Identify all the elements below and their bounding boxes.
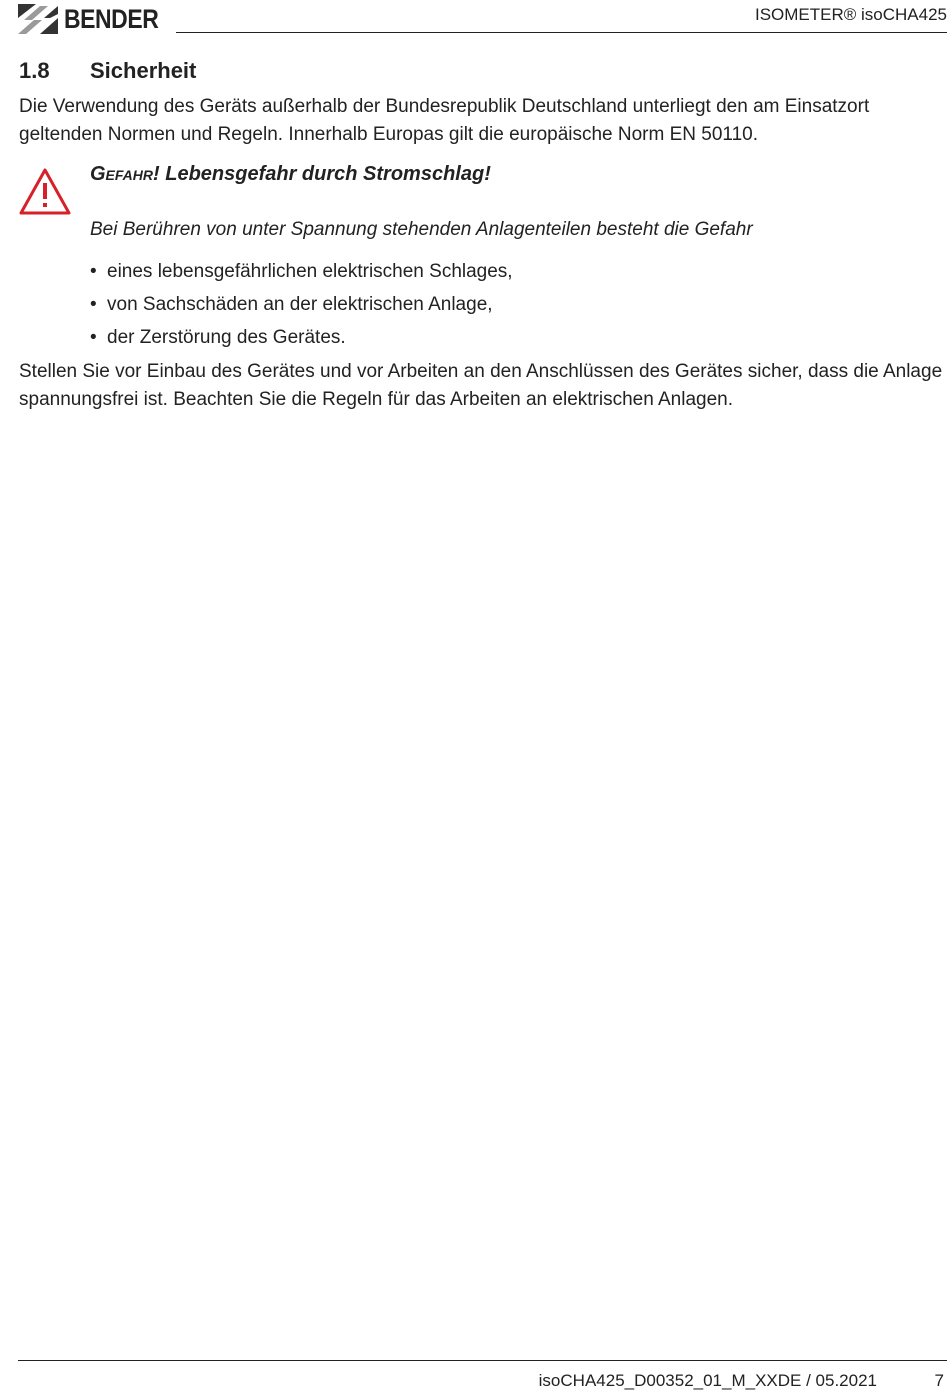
footer-document-id: isoCHA425_D00352_01_M_XXDE / 05.2021 <box>538 1371 877 1390</box>
section-title: Sicherheit <box>90 58 197 83</box>
intro-paragraph: Die Verwendung des Geräts außerhalb der Bundesrepublik Deutschland unterliegt den am Einsatzort geltenden Normen und Regeln. Innerhalb Europas gilt die europäische Norm EN 50110. <box>19 96 870 145</box>
header-divider <box>176 32 947 33</box>
list-item: • von Sachschäden an der elektrischen Anlage, <box>90 294 493 315</box>
bender-logo-icon <box>18 4 58 34</box>
warning-text: Bei Berühren von unter Spannung stehenden Anlagenteilen besteht die Gefahr <box>90 219 753 240</box>
document-title: ISOMETER® isoCHA425 <box>754 5 947 24</box>
warning-heading: ! Lebensgefahr durch Stromschlag! <box>153 163 491 185</box>
page-number: 7 <box>934 1371 944 1390</box>
section-heading <box>19 58 196 84</box>
list-item-text: eines lebensgefährlichen elektrischen Schlages, <box>107 261 513 282</box>
section-number: 1.8 <box>19 58 50 83</box>
warning-title <box>90 163 491 186</box>
brand-name: BENDER <box>64 3 159 34</box>
warning-triangle-icon <box>18 167 72 222</box>
warning-label: Gefahr <box>90 163 154 185</box>
closing-paragraph: Stellen Sie vor Einbau des Gerätes und vor Arbeiten an den Anschlüssen des Gerätes sicher, dass die Anlage spannungsfrei ist. Beachten Sie die Regeln für das Arbeiten an elektrischen Anlagen. <box>19 361 943 410</box>
list-item-text: von Sachschäden an der elektrischen Anlage, <box>107 294 493 315</box>
list-item: • eines lebensgefährlichen elektrischen Schlages, <box>90 261 513 282</box>
footer-divider <box>18 1360 947 1361</box>
bender-logo <box>18 4 175 34</box>
list-item: • der Zerstörung des Gerätes. <box>90 327 346 348</box>
list-item-text: der Zerstörung des Gerätes. <box>107 327 346 348</box>
hazard-list <box>90 258 513 357</box>
page-header <box>0 0 950 40</box>
